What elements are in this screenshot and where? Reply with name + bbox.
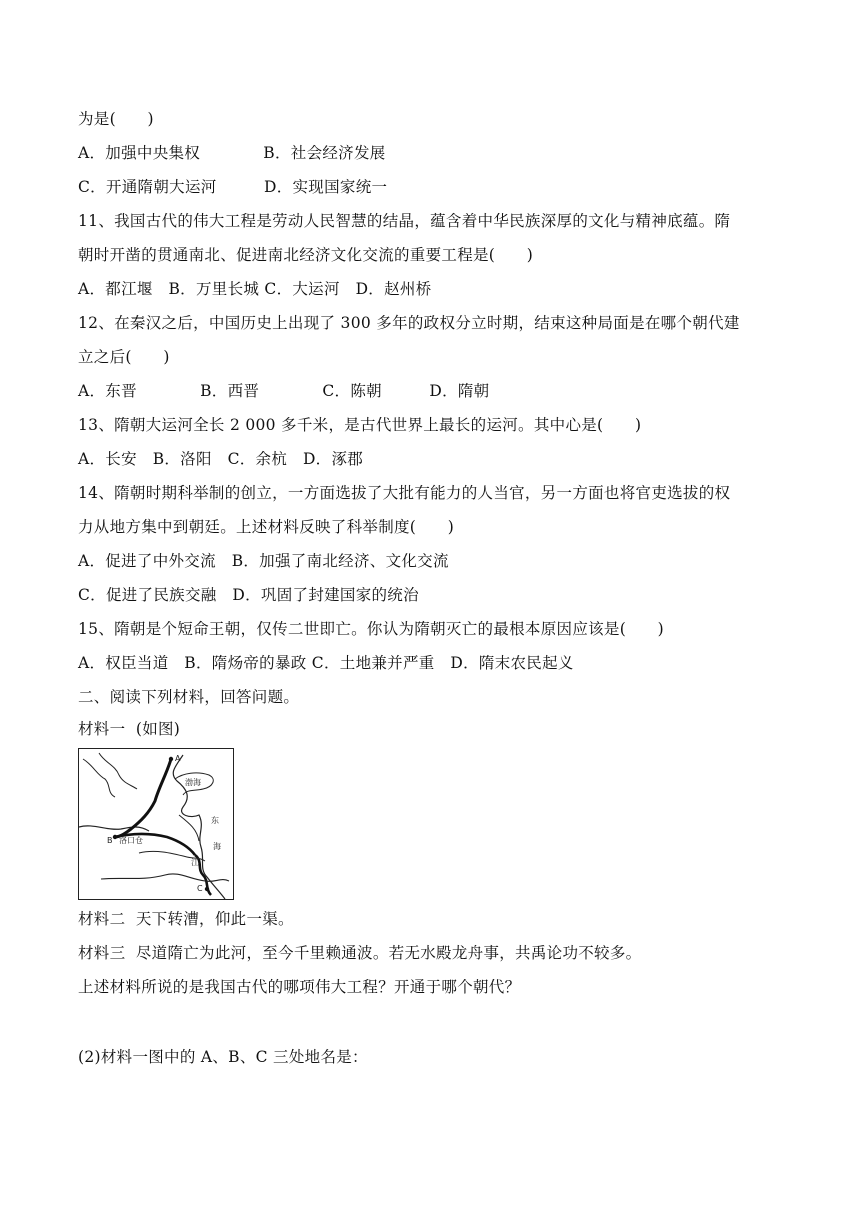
question-10-options-ab: A．加强中央集权 B．社会经济发展 xyxy=(78,144,386,162)
question-14-stem-line2: 力从地方集中到朝廷。上述材料反映了科举制度( ) xyxy=(78,518,455,536)
city-dot-c xyxy=(205,887,209,891)
river-west xyxy=(79,826,149,831)
question-15-options: A．权臣当道 B．隋炀帝的暴政 C．土地兼并严重 D．隋末农民起义 xyxy=(78,654,574,672)
map-label-a: A xyxy=(175,754,181,763)
question-11-stem-line1: 11、我国古代的伟大工程是劳动人民智慧的结晶，蕴含着中华民族深厚的文化与精神底蕴。隋 xyxy=(78,212,731,230)
canal-yongji xyxy=(115,759,171,837)
map-figure xyxy=(79,749,234,900)
question-1: 上述材料所说的是我国古代的哪项伟大工程？开通于哪个朝代？ xyxy=(78,978,521,996)
grand-canal-map xyxy=(78,748,234,900)
map-label-donghai-1: 东 xyxy=(211,816,219,825)
coastline xyxy=(173,755,225,899)
map-label-donghai-2: 海 xyxy=(213,842,221,851)
material-2: 材料二 天下转漕，仰此一渠。 xyxy=(78,910,294,928)
question-12-stem-line1: 12、在秦汉之后，中国历史上出现了 300 多年的政权分立时期，结束这种局面是在哪个朝代建 xyxy=(78,314,740,332)
question-10-options-cd: C．开通隋朝大运河 D．实现国家统一 xyxy=(78,178,388,196)
map-label-luokou: 洛口仓 xyxy=(119,836,143,845)
question-12-stem-line2: 立之后( ) xyxy=(78,348,170,366)
river-east xyxy=(179,815,199,841)
section-2-heading: 二、阅读下列材料，回答问题。 xyxy=(78,688,300,706)
city-dot-b xyxy=(113,835,117,839)
material-1-label: 材料一 (如图) xyxy=(78,720,181,738)
question-12-options: A．东晋 B．西晋 C．陈朝 D．隋朝 xyxy=(78,382,490,400)
river-north-2 xyxy=(99,753,137,789)
question-14-stem-line1: 14、隋朝时期科举制的创立，一方面选拔了大批有能力的人当官，另一方面也将官吏选拔的权 xyxy=(78,484,731,502)
question-10-stem-end: 为是( ) xyxy=(78,110,154,128)
question-11-stem-line2: 朝时开凿的贯通南北、促进南北经济文化交流的重要工程是( ) xyxy=(78,246,534,264)
question-14-options-cd: C．促进了民族交融 D．巩固了封建国家的统治 xyxy=(78,586,419,604)
material-3: 材料三 尽道隋亡为此河，至今千里赖通波。若无水殿龙舟事，共禹论功不较多。 xyxy=(78,944,642,962)
map-label-bohai: 渤海 xyxy=(185,778,201,787)
question-14-options-ab: A．促进了中外交流 B．加强了南北经济、文化交流 xyxy=(78,552,449,570)
question-13-stem: 13、隋朝大运河全长 2 000 多千米，是古代世界上最长的运河。其中心是( ) xyxy=(78,416,642,434)
city-dot-a xyxy=(169,757,173,761)
question-13-options: A．长安 B．洛阳 C．余杭 D．涿郡 xyxy=(78,450,364,468)
question-15-stem: 15、隋朝是个短命王朝，仅传二世即亡。你认为隋朝灭亡的最根本原因应该是( ) xyxy=(78,620,665,638)
map-label-jiang: 江 xyxy=(191,858,199,867)
question-11-options: A．都江堰 B．万里长城 C．大运河 D．赵州桥 xyxy=(78,280,432,298)
map-label-b: B xyxy=(107,836,113,845)
map-label-c: C xyxy=(197,884,203,893)
question-2: (2)材料一图中的 A、B、C 三处地名是： xyxy=(78,1048,368,1066)
